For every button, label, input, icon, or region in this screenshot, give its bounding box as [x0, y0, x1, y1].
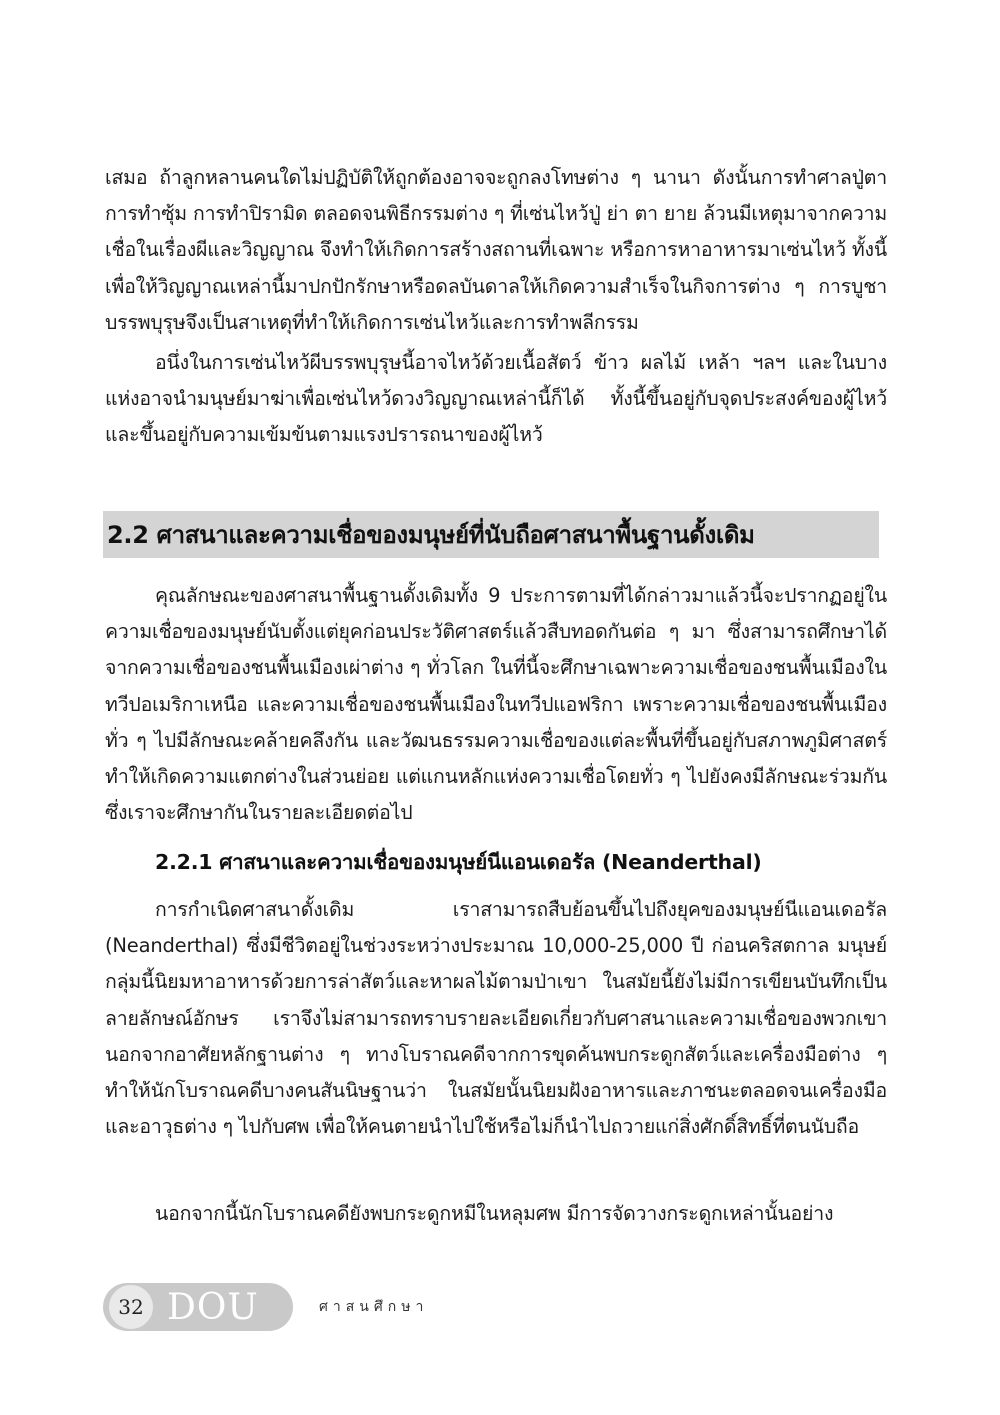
subsection-heading: 2.2.1 ศาสนาและความเชื่อของมนุษย์นีแอนเดอรัล (Neanderthal) — [155, 850, 762, 874]
page-number: 32 — [107, 1283, 155, 1331]
course-title: ศาสนศึกษา — [319, 1299, 429, 1315]
footer-badge — [103, 1283, 293, 1331]
paragraph: อนึ่งในการเซ่นไหว้ผีบรรพบุรุษนี้อาจไหว้ด้วยเนื้อสัตว์ ข้าว ผลไม้ เหล้า ฯลฯ และในบางแห่งอาจนำมนุษย์มาฆ่าเพื่อเซ่นไหว้ดวงวิญญาณเหล่านี้ก็ได้ ทั้งนี้ขึ้นอยู่กับจุดประสงค์ของผู้ไหว้ และขึ้นอยู่กับความเข้มข้นตามแรงปรารถนาของผู้ไหว้ — [105, 351, 887, 447]
section-body — [105, 578, 887, 831]
section-heading-text: 2.2 ศาสนาและความเชื่อของมนุษย์ที่นับถือศาสนาพื้นฐานดั้งเดิม — [107, 521, 755, 549]
subsection-body — [105, 892, 887, 1145]
body-text-block-1 — [105, 160, 887, 454]
paragraph: นอกจากนี้นักโบราณคดียังพบกระดูกหมีในหลุมศพ มีการจัดวางกระดูกเหล่านั้นอย่าง — [155, 1202, 834, 1225]
paragraph: คุณลักษณะของศาสนาพื้นฐานดั้งเดิมทั้ง 9 ประการตามที่ได้กล่าวมาแล้วนี้จะปรากฏอยู่ในความเชื่อของมนุษย์นับตั้งแต่ยุคก่อนประวัติศาสตร์แล้วสืบทอดกันต่อ ๆ มา ซึ่งสามารถศึกษาได้จากความเชื่อของชนพื้นเมืองเผ่าต่าง ๆ ทั่วโลก ในที่นี้จะศึกษาเฉพาะความเชื่อของชนพื้นเมืองในทวีปอเมริกาเหนือ และความเชื่อของชนพื้นเมืองในทวีปแอฟริกา เพราะความเชื่อของชนพื้นเมืองทั่ว ๆ ไปมีลักษณะคล้ายคลึงกัน และวัฒนธรรมความเชื่อของแต่ละพื้นที่ขึ้นอยู่กับสภาพภูมิศาสตร์ ทำให้เกิดความแตกต่างในส่วนย่อย แต่แกนหลักแห่งความเชื่อโดยทั่ว ๆ ไปยังคงมีลักษณะร่วมกัน ซึ่งเราจะศึกษากันในรายละเอียดต่อไป — [105, 584, 887, 825]
paragraph-continuation: เสมอ ถ้าลูกหลานคนใดไม่ปฏิบัติให้ถูกต้องอาจจะถูกลงโทษต่าง ๆ นานา ดังนั้นการทำศาลปู่ตา การทำซุ้ม การทำปิรามิด ตลอดจนพิธีกรรมต่าง ๆ ที่เซ่นไหว้ปู่ ย่า ตา ยาย ล้วนมีเหตุมาจากความเชื่อในเรื่องผีและวิญญาณ จึงทำให้เกิดการสร้างสถานที่เฉพาะ หรือการหาอาหารมาเซ่นไหว้ ทั้งนี้เพื่อให้วิญญาณเหล่านี้มาปกปักรักษาหรือดลบันดาลให้เกิดความสำเร็จในกิจการต่าง ๆ การบูชาบรรพบุรุษจึงเป็นสาเหตุที่ทำให้เกิดการเซ่นไหว้และการทำพลีกรรม — [105, 166, 887, 334]
section-heading — [103, 511, 879, 558]
paragraph: การกำเนิดศาสนาดั้งเดิม เราสามารถสืบย้อนขึ้นไปถึงยุคของมนุษย์นีแอนเดอรัล (Neanderthal) ซึ่งมีชีวิตอยู่ในช่วงระหว่างประมาณ 10,000-25,000 ปี ก่อนคริสตกาล มนุษย์กลุ่มนี้นิยมหาอาหารด้วยการล่าสัตว์และหาผลไม้ตามป่าเขา ในสมัยนี้ยังไม่มีการเขียนบันทึกเป็นลายลักษณ์อักษร เราจึงไม่สามารถทราบรายละเอียดเกี่ยวกับศาสนาและความเชื่อของพวกเขา นอกจากอาศัยหลักฐานต่าง ๆ ทางโบราณคดีจากการขุดค้นพบกระดูกสัตว์และเครื่องมือต่าง ๆ ทำให้นักโบราณคดีบางคนสันนิษฐานว่า ในสมัยนั้นนิยมฝังอาหารและภาชนะตลอดจนเครื่องมือและอาวุธต่าง ๆ ไปกับศพ เพื่อให้คนตายนำไปใช้หรือไม่ก็นำไปถวายแก่สิ่งศักดิ์สิทธิ์ที่ตนนับถือ — [105, 898, 887, 1139]
page-footer — [103, 1283, 428, 1331]
dou-logo: DOU — [167, 1286, 259, 1328]
subsection-body-last — [105, 1196, 887, 1232]
